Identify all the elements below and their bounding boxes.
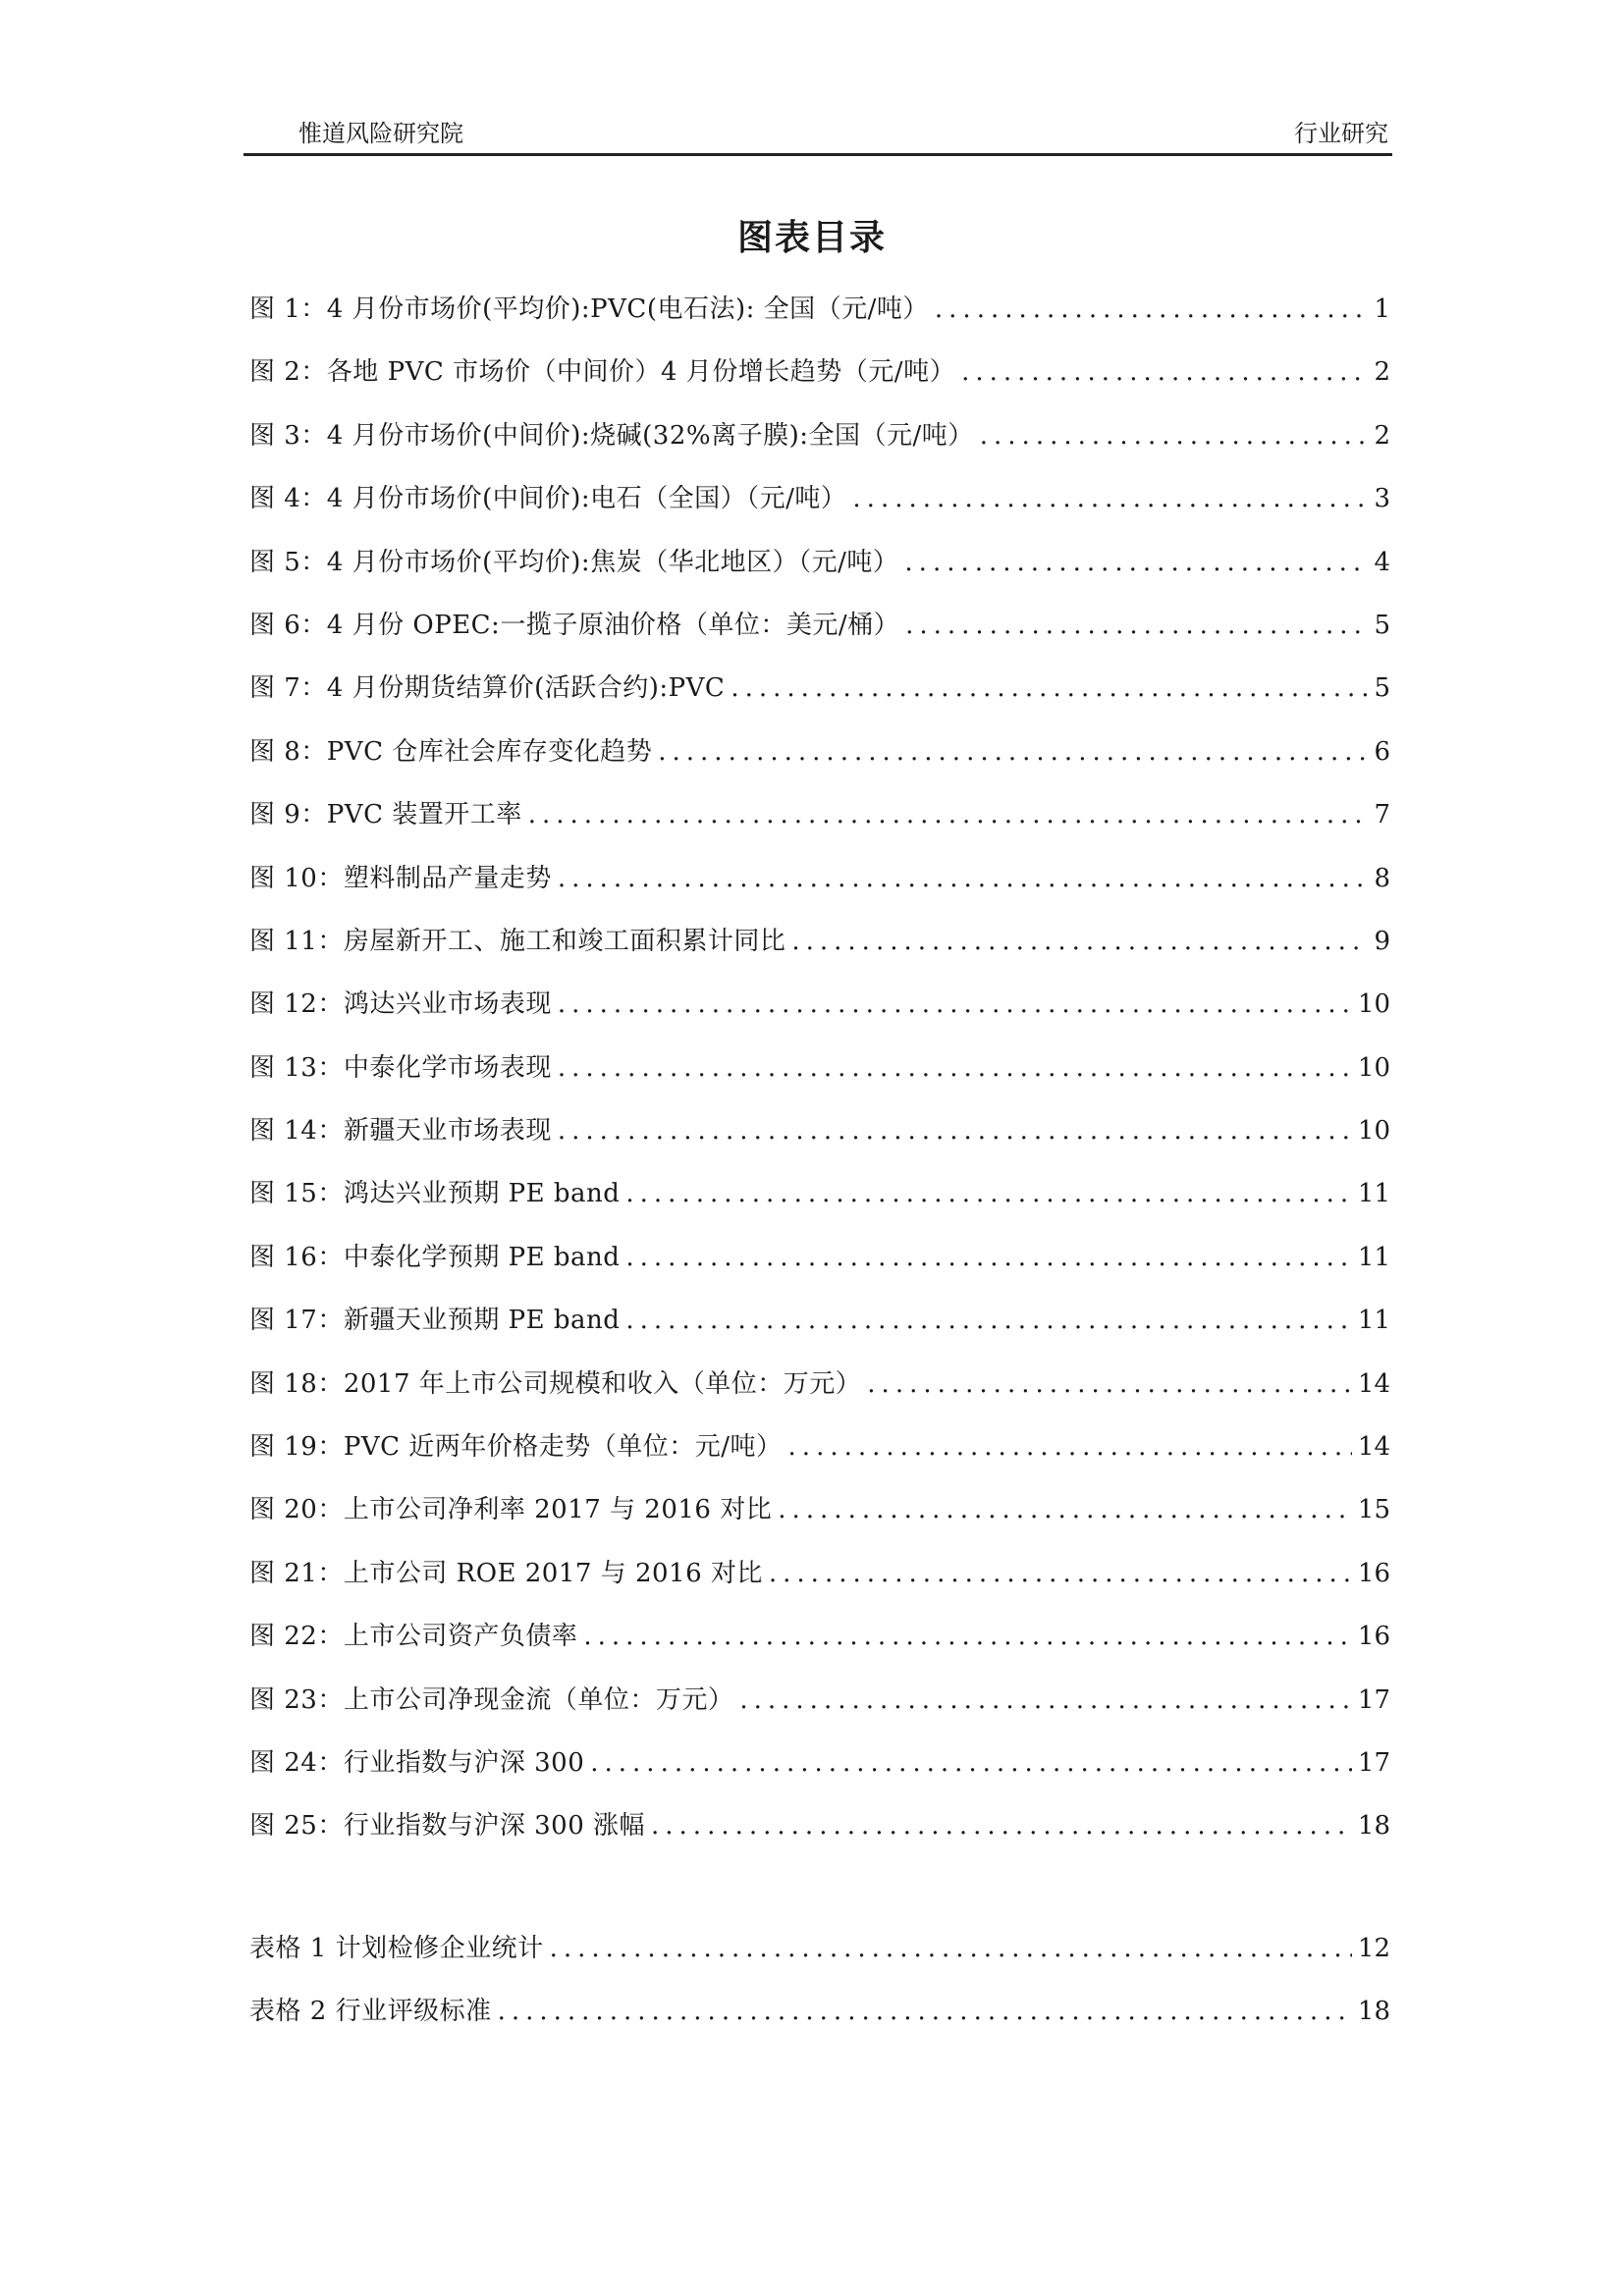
toc-entry-label: 图 20：上市公司净利率 2017 与 2016 对比 [249,1495,773,1525]
toc-entry-page: 10 [1357,1052,1390,1083]
toc-entry-label: 图 19：PVC 近两年价格走势（单位：元/吨） [249,1432,783,1463]
toc-entry-page: 4 [1374,547,1390,577]
toc-entry[interactable] [249,1742,1390,1805]
toc-entry-label: 图 16：中泰化学预期 PE band [249,1242,621,1272]
toc-entry-label: 图 24：行业指数与沪深 300 [249,1747,585,1778]
toc-entry[interactable] [249,1553,1390,1616]
toc-entry[interactable] [249,1173,1390,1236]
toc-entry-page: 14 [1357,1368,1390,1399]
toc-entry[interactable] [249,667,1390,730]
toc-dot-leader [658,737,1368,767]
toc-entry[interactable] [249,921,1390,984]
toc-entry-page: 11 [1357,1179,1390,1209]
toc-entry-page: 7 [1374,800,1390,830]
toc-entry-label: 图 11：房屋新开工、施工和竣工面积累计同比 [249,926,786,956]
toc-entry-page: 1 [1374,294,1390,324]
toc-dot-leader [558,1053,1352,1083]
toc-entry[interactable] [249,1928,1390,1991]
toc-entry[interactable] [249,1237,1390,1300]
toc-entry-label: 图 2：各地 PVC 市场价（中间价）4 月份增长趋势（元/吨） [249,357,956,388]
toc-entry[interactable] [249,1991,1390,2054]
toc-entry-label: 表格 1 计划检修企业统计 [249,1934,544,1963]
toc-entry-label: 图 1：4 月份市场价(平均价):PVC(电石法): 全国（元/吨） [249,294,929,324]
toc-dot-leader [590,1748,1352,1778]
toc-dot-leader [731,673,1368,703]
toc-entry[interactable] [249,289,1390,351]
toc-entry[interactable] [249,1426,1390,1489]
toc-entry[interactable] [249,1110,1390,1173]
toc-dot-leader [625,1306,1352,1335]
toc-entry-page: 17 [1357,1684,1390,1715]
toc-title: 图表目录 [736,218,887,258]
toc-dot-leader [583,1622,1352,1651]
toc-entry[interactable] [249,1300,1390,1362]
header-report-type: 行业研究 [1294,120,1388,147]
toc-entry-label: 图 8：PVC 仓库社会库存变化趋势 [249,736,653,767]
toc-entry[interactable] [249,478,1390,541]
toc-dot-leader [558,989,1352,1019]
toc-entry-page: 3 [1374,484,1390,514]
toc-entry-page: 2 [1374,357,1390,388]
toc-entry-label: 图 22：上市公司资产负债率 [249,1622,578,1652]
toc-entry[interactable] [249,542,1390,605]
toc-dot-leader [852,484,1368,513]
toc-dot-leader [498,1997,1352,2026]
toc-entry-label: 图 9：PVC 装置开工率 [249,800,522,830]
toc-dot-leader [791,927,1368,956]
page-header [244,110,1392,156]
toc-entry-label: 表格 2 行业评级标准 [249,1997,492,2027]
toc-entry-page: 6 [1374,736,1390,767]
toc-entry-page: 11 [1357,1242,1390,1272]
toc-entry[interactable] [249,1805,1390,1868]
toc-entry-page: 12 [1357,1934,1390,1963]
toc-entry[interactable] [249,731,1390,794]
toc-entry-label: 图 6：4 月份 OPEC:一揽子原油价格（单位：美元/桶） [249,610,900,640]
toc-entry[interactable] [249,984,1390,1046]
toc-entry-page: 10 [1357,1116,1390,1147]
toc-entry-page: 16 [1357,1622,1390,1652]
toc-dot-leader [904,548,1368,577]
toc-entry[interactable] [249,1363,1390,1426]
toc-entry-label: 图 7：4 月份期货结算价(活跃合约):PVC [249,673,726,704]
toc-entry-label: 图 18：2017 年上市公司规模和收入（单位：万元） [249,1368,862,1399]
toc-entry-label: 图 12：鸿达兴业市场表现 [249,989,552,1020]
toc-entry-page: 2 [1374,420,1390,451]
toc-dot-leader [528,800,1369,829]
toc-entry-label: 图 25：行业指数与沪深 300 涨幅 [249,1811,646,1842]
toc-dot-leader [867,1369,1352,1399]
toc-entry-label: 图 17：新疆天业预期 PE band [249,1306,621,1336]
toc-entry[interactable] [249,415,1390,478]
toc-entry[interactable] [249,351,1390,414]
header-org-name: 惟道风险研究院 [298,120,463,147]
toc-dot-leader [625,1179,1352,1208]
toc-dot-leader [778,1495,1352,1524]
toc-entry-label: 图 3：4 月份市场价(中间价):烧碱(32%离子膜):全国（元/吨） [249,420,974,451]
toc-dot-leader [961,357,1368,387]
toc-entry[interactable] [249,858,1390,921]
toc-entry-label: 图 15：鸿达兴业预期 PE band [249,1179,621,1209]
toc-entry-label: 图 14：新疆天业市场表现 [249,1116,552,1147]
toc-entry-label: 图 21：上市公司 ROE 2017 与 2016 对比 [249,1558,763,1588]
toc-entry-label: 图 23：上市公司净现金流（单位：万元） [249,1684,734,1715]
toc-dot-leader [558,1116,1352,1146]
toc-entry-page: 18 [1357,1997,1390,2027]
toc-entry-page: 18 [1357,1811,1390,1842]
toc-dot-leader [935,294,1369,324]
table-toc-list [249,1928,1390,2055]
figure-toc-list [249,289,1390,1869]
toc-entry-page: 5 [1374,673,1390,704]
toc-entry-page: 17 [1357,1747,1390,1778]
toc-entry-page: 16 [1357,1558,1390,1588]
toc-dot-leader [788,1432,1352,1462]
toc-entry-page: 9 [1374,926,1390,956]
toc-dot-leader [550,1934,1352,1963]
toc-entry[interactable] [249,1489,1390,1552]
toc-entry-label: 图 4：4 月份市场价(中间价):电石（全国）（元/吨） [249,484,847,514]
toc-entry-page: 14 [1357,1432,1390,1463]
toc-entry-label: 图 13：中泰化学市场表现 [249,1052,552,1083]
toc-entry-page: 8 [1374,863,1390,893]
toc-entry-page: 5 [1374,610,1390,640]
toc-entry-page: 10 [1357,989,1390,1020]
toc-entry-page: 11 [1357,1306,1390,1336]
toc-entry-label: 图 5：4 月份市场价(平均价):焦炭（华北地区）（元/吨） [249,547,899,577]
toc-dot-leader [905,611,1368,640]
toc-entry[interactable] [249,794,1390,857]
toc-dot-leader [651,1811,1352,1841]
toc-entry[interactable] [249,605,1390,667]
toc-dot-leader [625,1243,1352,1272]
toc-entry[interactable] [249,1047,1390,1110]
toc-dot-leader [739,1685,1352,1715]
toc-dot-leader [980,421,1369,451]
toc-entry-label: 图 10：塑料制品产量走势 [249,863,552,893]
toc-dot-leader [769,1559,1352,1588]
toc-dot-leader [558,864,1369,893]
toc-entry[interactable] [249,1680,1390,1742]
toc-entry[interactable] [249,1616,1390,1679]
toc-entry-page: 15 [1357,1495,1390,1525]
